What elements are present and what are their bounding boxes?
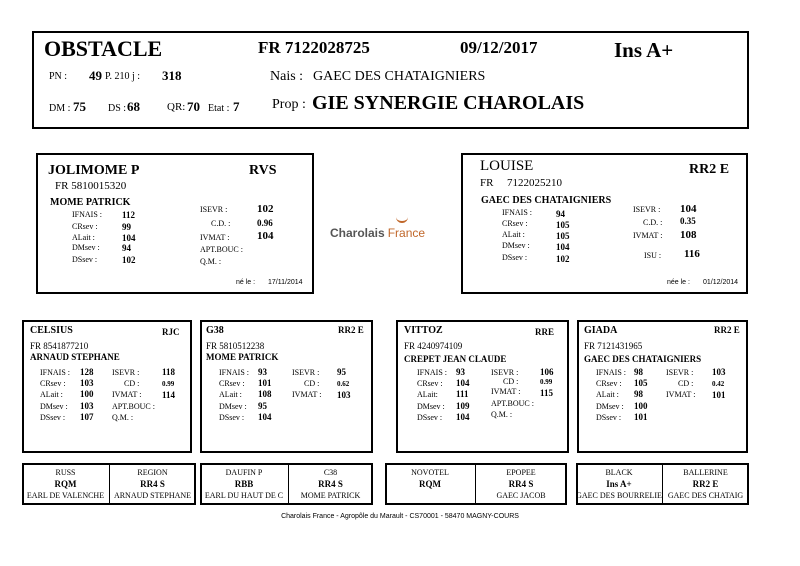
gp-label: DMsev : — [219, 402, 247, 411]
gp-value: 0.99 — [540, 378, 553, 386]
dam-name: LOUISE — [480, 158, 534, 174]
etat-value: 7 — [233, 99, 240, 114]
logo-accent: France — [387, 226, 426, 240]
dam-id: 7122025210 — [507, 177, 562, 189]
pn-value: 49 — [89, 68, 102, 83]
gp-value: 128 — [80, 367, 94, 377]
gp-value: 104 — [258, 412, 272, 422]
grandparent-name: G38 — [206, 325, 224, 336]
gp-label: DMsev : — [40, 402, 68, 411]
gp-label: CD : — [124, 379, 140, 388]
prop-label: Prop : — [272, 97, 306, 112]
gp-label: DSsev : — [40, 413, 66, 422]
gp-value: 108 — [258, 389, 272, 399]
gp-value: 103 — [337, 390, 351, 400]
dam-dmsev-label: DMsev : — [502, 241, 530, 250]
sire-qm-label: Q.M. : — [200, 257, 222, 266]
ggp-code: RR4 S — [140, 479, 165, 489]
charolais-logo — [330, 209, 448, 253]
dam-isevr-label: ISEVR : — [633, 205, 661, 214]
sire-ivmat-label: IVMAT : — [200, 233, 230, 242]
sire-cd: 0.96 — [257, 218, 273, 228]
gp-value: 103 — [712, 367, 726, 377]
gp-label: ISEVR : — [666, 368, 694, 377]
gp-label: IFNAIS : — [596, 368, 627, 377]
dam-born-label: née le : — [667, 279, 690, 286]
gp-value: 95 — [258, 401, 267, 411]
gp-label: ALait: — [417, 390, 438, 399]
sire-apt-label: APT.BOUC : — [200, 245, 243, 254]
ggp-code: RR2 E — [692, 479, 719, 489]
gp-label: Q.M. : — [112, 413, 134, 422]
ggp-code: RR4 S — [508, 479, 534, 489]
dm-label: DM : — [49, 103, 71, 114]
ins-badge: Ins A+ — [614, 38, 674, 62]
nais-value: GAEC DES CHATAIGNIERS — [313, 69, 486, 84]
gp-label: CRsev : — [596, 379, 622, 388]
ggp-code: RR4 S — [318, 479, 343, 489]
dam-id-prefix: FR — [480, 177, 494, 189]
gp-value: 114 — [162, 390, 176, 400]
ggp-owner: ARNAUD STEPHANE — [113, 491, 192, 500]
sire-ivmat: 104 — [257, 230, 274, 242]
gp-value: 0.62 — [337, 380, 350, 388]
dam-isu: 116 — [684, 248, 700, 260]
sire-name: JOLIMOME P — [48, 163, 140, 178]
ggp-name: BLACK — [605, 468, 633, 477]
sire-code: RVS — [249, 163, 277, 178]
ggp-owner: GAEC DES CHATAIG — [667, 491, 744, 500]
ggp-owner: MOME PATRICK — [300, 491, 361, 500]
gp-label: ISEVR : — [112, 368, 140, 377]
gp-value: 118 — [162, 367, 176, 377]
gp-label: IVMAT : — [292, 390, 322, 399]
dam-ivmat: 108 — [680, 229, 697, 241]
gp-label: APT.BOUC : — [112, 402, 155, 411]
gp-value: 101 — [258, 378, 272, 388]
sire-id: FR 5810015320 — [55, 180, 127, 192]
gp-label: IVMAT : — [666, 390, 696, 399]
dam-crsev: 105 — [556, 220, 570, 230]
gp-label: ALait : — [219, 390, 242, 399]
sire-dssev: 102 — [122, 255, 136, 265]
sire-ifnais: 112 — [122, 210, 136, 220]
sire-alait-label: ALait : — [72, 233, 95, 242]
logo-text: Charolais France — [330, 226, 426, 240]
ggp-name: DAUFIN P — [225, 468, 263, 477]
gp-value: 0.42 — [712, 380, 725, 388]
grandparent-owner: GAEC DES CHATAIGNIERS — [584, 354, 702, 364]
grandparent-id: FR 8541877210 — [30, 341, 89, 351]
grandparent-id: FR 7121431965 — [584, 341, 643, 351]
grandparent-owner: CREPET JEAN CLAUDE — [404, 354, 507, 364]
gp-value: 115 — [540, 388, 554, 398]
sire-ifnais-label: IFNAIS : — [72, 210, 103, 219]
gp-value: 98 — [634, 367, 643, 377]
ggp-code: Ins A+ — [606, 479, 632, 489]
gp-label: DSsev : — [417, 413, 443, 422]
grandparent-id: FR 4240974109 — [404, 341, 463, 351]
dam-isu-label: ISU : — [644, 251, 662, 260]
sire-isevr-label: ISEVR : — [200, 205, 228, 214]
gp-label: DMsev : — [417, 402, 445, 411]
gp-value: 101 — [634, 412, 648, 422]
gp-value: 107 — [80, 412, 94, 422]
dam-cd-label: C.D. : — [643, 218, 663, 227]
sire-alait: 104 — [122, 233, 136, 243]
sire-dmsev-label: DMsev : — [72, 243, 100, 252]
gp-value: 0.99 — [162, 380, 175, 388]
ggp-owner: EARL DU HAUT DE C — [204, 491, 284, 500]
gp-value: 103 — [80, 401, 94, 411]
gp-label: CD : — [503, 377, 519, 386]
ggp-name: REGION — [137, 468, 168, 477]
sire-owner: MOME PATRICK — [50, 197, 131, 208]
prop-value: GIE SYNERGIE CHAROLAIS — [312, 92, 585, 114]
dam-cd: 0.35 — [680, 216, 696, 226]
horns-icon — [396, 213, 408, 223]
dam-dssev: 102 — [556, 254, 570, 264]
dam-owner: GAEC DES CHATAIGNIERS — [481, 195, 612, 206]
gp-label: IFNAIS : — [40, 368, 71, 377]
gp-value: 98 — [634, 389, 643, 399]
ggp-owner: EARL DE VALENCHE — [26, 491, 105, 500]
sire-isevr: 102 — [257, 203, 274, 215]
ggp-code: RQM — [419, 479, 441, 489]
qr-label: QR: — [167, 101, 186, 113]
gp-label: ISEVR : — [292, 368, 320, 377]
ggp-code: RBB — [234, 479, 254, 489]
gp-label: APT.BOUC : — [491, 399, 534, 408]
ggp-owner: GAEC JACOB — [496, 491, 546, 500]
grandparent-code: RR2 E — [714, 325, 740, 335]
sire-crsev-label: CRsev : — [72, 222, 98, 231]
grandparent-code: RJC — [162, 327, 180, 337]
grandparent-name: CELSIUS — [30, 325, 73, 336]
gp-label: DMsev : — [596, 402, 624, 411]
gp-label: CRsev : — [417, 379, 443, 388]
qr-value: 70 — [187, 99, 200, 114]
sire-dmsev: 94 — [122, 243, 131, 253]
grandparent-name: GIADA — [584, 325, 618, 336]
gp-label: IFNAIS : — [219, 368, 250, 377]
gp-value: 103 — [80, 378, 94, 388]
gp-value: 105 — [634, 378, 648, 388]
sire-born-label: né le : — [236, 279, 256, 286]
gp-label: DSsev : — [596, 413, 622, 422]
sire-born: 17/11/2014 — [268, 279, 303, 286]
pn-label: PN : — [49, 71, 68, 82]
ds-label: DS : — [108, 103, 127, 114]
dam-born: 01/12/2014 — [703, 279, 739, 286]
ggp-name: EPOPEE — [506, 468, 536, 477]
grandparent-code: RR2 E — [338, 325, 364, 335]
gp-value: 93 — [456, 367, 465, 377]
dam-ivmat-label: IVMAT : — [633, 231, 663, 240]
gp-label: ISEVR : — [491, 368, 519, 377]
gp-label: IVMAT : — [491, 387, 521, 396]
gp-label: ALait : — [40, 390, 63, 399]
gp-value: 100 — [80, 389, 94, 399]
gp-label: CD : — [304, 379, 320, 388]
gp-value: 104 — [456, 378, 470, 388]
ds-value: 68 — [127, 99, 140, 114]
grandparent-code: RRE — [535, 327, 555, 337]
gp-value: 100 — [634, 401, 648, 411]
dam-ifnais-label: IFNAIS : — [502, 208, 533, 217]
nais-label: Nais : — [270, 69, 304, 84]
sire-dssev-label: DSsev : — [72, 255, 98, 264]
gp-label: CRsev : — [219, 379, 245, 388]
p210-value: 318 — [162, 68, 182, 83]
sire-crsev: 99 — [122, 222, 131, 232]
gp-value: 111 — [456, 389, 469, 399]
grandparent-name: VITTOZ — [404, 325, 443, 336]
gp-label: DSsev : — [219, 413, 245, 422]
gp-value: 101 — [712, 390, 726, 400]
gp-label: IFNAIS : — [417, 368, 448, 377]
footer-address: Charolais France - Agropôle du Marault - CS70001 - 58470 MAGNY-COURS — [281, 513, 519, 520]
dm-value: 75 — [73, 99, 86, 114]
animal-title: OBSTACLE — [44, 36, 163, 61]
etat-label: Etat : — [208, 103, 230, 114]
dam-alait-label: ALait : — [502, 230, 525, 239]
gp-label: CD : — [678, 379, 694, 388]
gp-value: 93 — [258, 367, 267, 377]
report-date: 09/12/2017 — [460, 38, 538, 57]
gp-label: IVMAT : — [112, 390, 142, 399]
ggp-name: BALLERINE — [683, 468, 728, 477]
dam-dmsev: 104 — [556, 242, 570, 252]
grandparent-owner: ARNAUD STEPHANE — [30, 352, 120, 362]
p210-label: P. 210 j : — [105, 71, 141, 82]
animal-id: FR 7122028725 — [258, 38, 370, 57]
ggp-name: NOVOTEL — [411, 468, 449, 477]
dam-alait: 105 — [556, 231, 570, 241]
grandparent-owner: MOME PATRICK — [206, 352, 279, 362]
gp-label: ALait : — [596, 390, 619, 399]
gp-value: 104 — [456, 412, 470, 422]
ggp-owner: GAEC DES BOURRELIE — [576, 491, 662, 500]
dam-crsev-label: CRsev : — [502, 219, 528, 228]
gp-value: 106 — [540, 367, 554, 377]
gp-value: 95 — [337, 367, 346, 377]
dam-code: RR2 E — [689, 162, 730, 177]
grandparent-id: FR 5810512238 — [206, 341, 265, 351]
ggp-code: RQM — [54, 479, 77, 489]
gp-label: CRsev : — [40, 379, 66, 388]
ggp-name: C38 — [323, 468, 338, 477]
ggp-name: RUSS — [55, 468, 76, 477]
sire-cd-label: C.D. : — [211, 219, 231, 228]
gp-value: 109 — [456, 401, 470, 411]
dam-isevr: 104 — [680, 203, 697, 215]
dam-dssev-label: DSsev : — [502, 253, 528, 262]
gp-label: Q.M. : — [491, 410, 513, 419]
dam-ifnais: 94 — [556, 209, 565, 219]
